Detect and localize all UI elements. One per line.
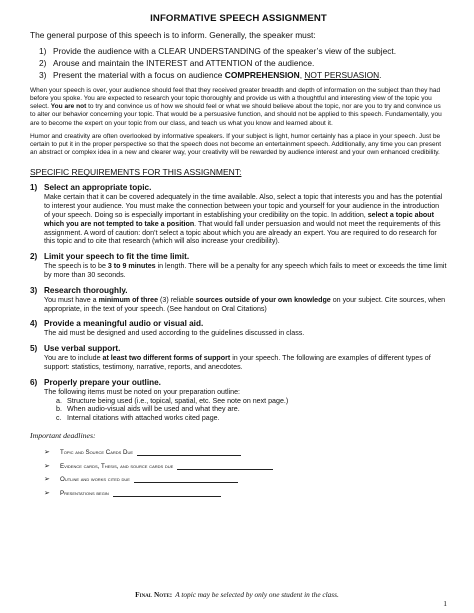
- requirement-body: [44, 388, 447, 423]
- goal-text-underlined: NOT PERSUASION: [304, 70, 380, 81]
- goal-text-pre: Present the material with a focus on audience: [53, 70, 225, 81]
- list-item-letter: c.: [56, 414, 62, 423]
- deadline-item: [44, 456, 447, 470]
- requirement-title: Select an appropriate topic.: [44, 183, 152, 193]
- requirement-4: [30, 319, 447, 338]
- list-item: [56, 405, 447, 414]
- deadline-label: Outline and works cited due: [60, 476, 130, 484]
- goal-text: [53, 69, 381, 81]
- arrow-bullet-icon: ➢: [44, 462, 50, 470]
- section-heading: SPECIFIC REQUIREMENTS FOR THIS ASSIGNMENT:: [30, 167, 242, 178]
- deadline-label: Evidence cards, Thesis, and source cards due: [60, 462, 174, 470]
- deadline-blank-line: [177, 462, 273, 470]
- requirement-6: [30, 378, 447, 423]
- list-item: [56, 397, 447, 406]
- deadlines-list: [44, 443, 447, 497]
- deadline-item: [44, 483, 447, 497]
- para1-a: When your speech is over, your audience should feel that they received greater breadth and depth of information on the subject than they had before you spoke. You are expected to research your topic thoroughly and provide us with a thoughtful and interesting view of the topic you select.: [30, 86, 441, 111]
- deadline-label: Topic and Source Cards Due: [60, 449, 134, 457]
- list-item-text: When audio-visual aids will be used and what they are.: [67, 405, 240, 414]
- requirement-title: Research thoroughly.: [44, 285, 128, 295]
- outline-intro: The following items must be noted on your preparation outline:: [44, 387, 240, 396]
- intro-text: The general purpose of this speech is to inform. Generally, the speaker must:: [30, 30, 316, 40]
- requirement-1: [30, 183, 447, 246]
- requirement-title: Use verbal support.: [44, 344, 121, 354]
- deadlines-title: Important deadlines:: [30, 430, 96, 440]
- paragraph-expectations: [30, 87, 447, 128]
- deadline-blank-line: [134, 475, 238, 483]
- requirement-number: 3): [30, 285, 38, 295]
- para1-c: to try and convince us of how we should feel or what we should believe about the topic, nor are you to try and convince us to alter our behavior concerning your topic. That would be a persuasive function, and should not be applied to this speech. Fundamentally, you are to become the expert on your topic from our class, and teach us what you know and learned about it.: [30, 103, 442, 127]
- list-item-text: Internal citations with attached works cited page.: [67, 414, 220, 423]
- req2-text-c: in length. There will be a penalty for any speech which fails to meet or exceeds the time limit by more than 30 seconds.: [44, 262, 447, 279]
- requirement-body: [44, 296, 447, 314]
- requirement-title: Limit your speech to fit the time limit.: [44, 252, 190, 262]
- para1-b: You are not: [50, 103, 87, 111]
- req5-text-a: You are to include: [44, 354, 103, 363]
- requirement-3: [30, 286, 447, 314]
- page-number: 1: [443, 599, 447, 608]
- arrow-bullet-icon: ➢: [44, 476, 50, 484]
- requirement-5: [30, 344, 447, 372]
- req3-text-e: on your subject. Cite sources, when appropriate, in the text of your speech. (See handout on Oral Citations): [44, 295, 446, 313]
- req5-text-b: at least two different forms of support: [102, 354, 231, 363]
- req3-text-d: sources outside of your own knowledge: [195, 295, 331, 304]
- requirement-number: 5): [30, 344, 38, 354]
- req1-text-c: . That would fall under persuasion and would not meet the requirements of this assignment. A word of caution: don’t select a topic about which you are already an expert. You are required to do research for this topic and to cite that research (which will also increase your credibility).: [44, 219, 441, 246]
- goal-text: Arouse and maintain the INTEREST and ATTENTION of the audience.: [53, 57, 315, 68]
- goal-number: 3): [39, 70, 47, 81]
- list-item-letter: a.: [56, 396, 62, 405]
- deadline-label: Presentations begin: [60, 489, 109, 497]
- arrow-bullet-icon: ➢: [44, 449, 50, 457]
- list-item-text: Structure being used (i.e., topical, spatial, etc. See note on next page.): [67, 396, 289, 405]
- requirement-body: The aid must be designed and used according to the guidelines discussed in class.: [44, 329, 305, 338]
- goal-text-sep: ,: [299, 70, 305, 81]
- deadline-item: [44, 443, 447, 457]
- req2-text-b: 3 to 9 minutes: [107, 262, 156, 271]
- goal-item: [39, 45, 447, 57]
- req1-text-b: select a topic about which you are not tempted to take a position: [44, 210, 434, 228]
- requirement-number: 2): [30, 252, 38, 262]
- arrow-bullet-icon: ➢: [44, 489, 50, 497]
- deadline-blank-line: [137, 448, 241, 456]
- goal-item: [39, 57, 447, 69]
- goal-text: Provide the audience with a CLEAR UNDERSTANDING of the speaker’s view of the subject.: [53, 45, 397, 56]
- req3-text-c: (3) reliable: [158, 295, 196, 304]
- deadline-item: [44, 470, 447, 484]
- requirement-body: [44, 262, 447, 280]
- paragraph-humor: Humor and creativity are often overlooked by informative speakers. If your subject is light, humor certainly has a place in your speech. Just be certain to put it in the proper perspective so that the speech does not become an entertainment speech. Additionally, any time you can present an abstract or complex idea in a new and clearer way, your creativity will be rewarded by audience interest and your own enhanced credibility.: [30, 132, 442, 157]
- final-note-label: Final Note:: [135, 590, 173, 599]
- goal-text-bold: COMPREHENSION: [224, 70, 300, 81]
- requirement-number: 6): [30, 377, 38, 387]
- goals-list: [39, 45, 447, 82]
- requirement-body: [44, 193, 447, 246]
- goal-number: 1): [39, 45, 47, 56]
- list-item-letter: b.: [56, 405, 62, 414]
- req2-text-a: The speech is to be: [44, 262, 108, 271]
- req1-text-a: Make certain that it can be covered adequately in the time available. Also, select a topic that interests you and has the potential to interest your audience. You must make the connection between your topic and yourself for your audience in the introduction of your speech. Doing so is especially important in establishing your credibility on the topic. In addition,: [44, 193, 443, 219]
- requirement-body: [44, 354, 447, 372]
- final-note: [0, 590, 474, 599]
- req3-text-b: minimum of three: [98, 295, 159, 304]
- goal-text-post: .: [379, 70, 382, 81]
- requirement-title: Properly prepare your outline.: [44, 377, 161, 387]
- goal-number: 2): [39, 57, 47, 68]
- list-item: [56, 414, 447, 423]
- requirement-title: Provide a meaningful audio or visual aid.: [44, 319, 204, 329]
- outline-items: [56, 397, 447, 423]
- requirement-number: 1): [30, 183, 38, 193]
- req3-text-a: You must have a: [44, 295, 99, 304]
- requirement-2: [30, 252, 447, 280]
- final-note-text: A topic may be selected by only one student in the class.: [175, 590, 339, 599]
- page-title: INFORMATIVE SPEECH ASSIGNMENT: [150, 13, 327, 24]
- goal-item: [39, 69, 447, 81]
- req5-text-c: in your speech. The following are examples of different types of support: statistics, testimony, narrative, reports, and anecdotes.: [44, 354, 431, 371]
- deadline-blank-line: [113, 489, 221, 497]
- requirement-number: 4): [30, 319, 38, 329]
